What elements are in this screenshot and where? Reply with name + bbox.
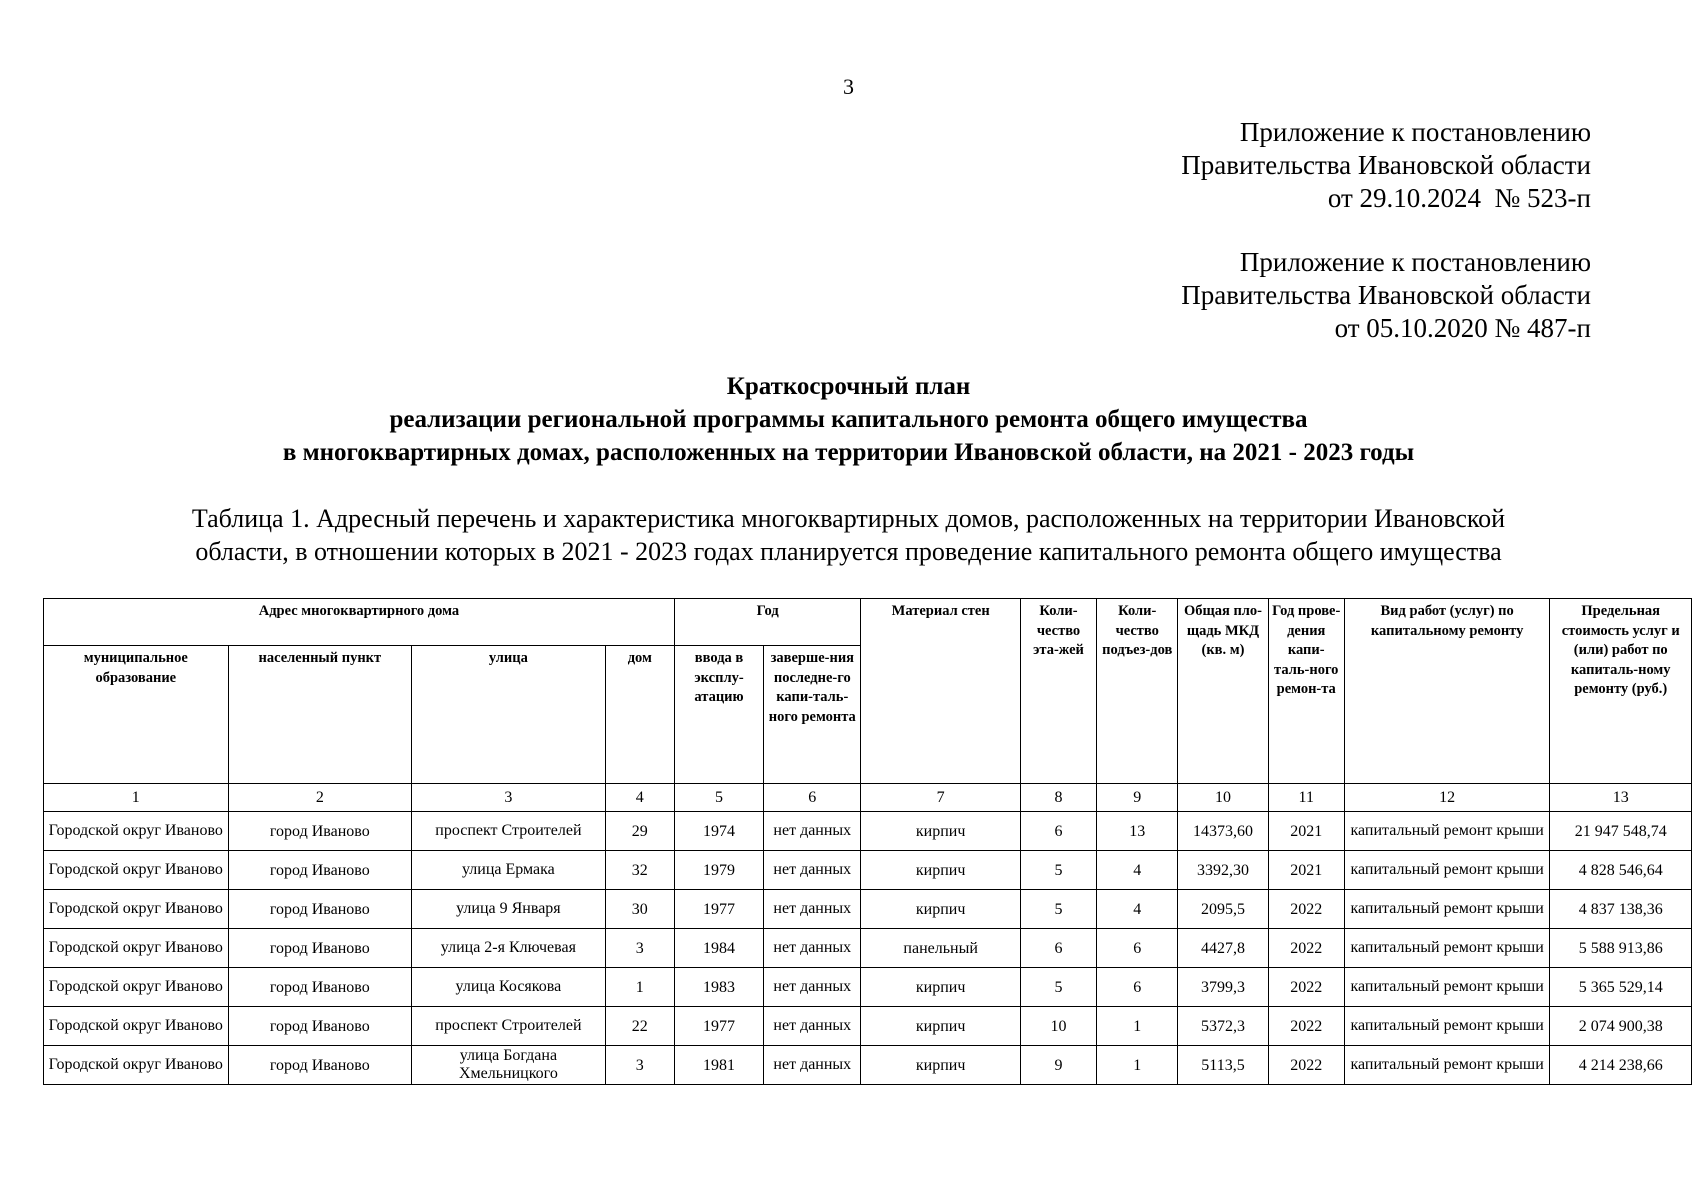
cell-entrances: 6 (1097, 968, 1178, 1007)
cell-cost: 5 365 529,14 (1550, 968, 1692, 1007)
header-entrances: Коли-чество подъез-дов (1097, 599, 1178, 784)
cell-cost: 4 828 546,64 (1550, 851, 1692, 890)
cell-house: 29 (605, 812, 674, 851)
header-wall-material: Материал стен (861, 599, 1020, 784)
cell-repair-year: 2022 (1268, 1007, 1344, 1046)
cell-street: улица 9 Января (412, 890, 606, 929)
column-number: 13 (1550, 784, 1692, 812)
cell-street: проспект Строителей (412, 1007, 606, 1046)
column-number: 9 (1097, 784, 1178, 812)
column-number: 7 (861, 784, 1020, 812)
cell-settlement: город Иваново (228, 1046, 412, 1085)
cell-material: кирпич (861, 1046, 1020, 1085)
appendix-date: от 29.10.2024 № 523-п (1327, 183, 1591, 213)
cell-commissioning: 1979 (674, 851, 763, 890)
cell-house: 32 (605, 851, 674, 890)
header-floors: Коли-чество эта-жей (1020, 599, 1096, 784)
cell-work-type: капитальный ремонт крыши (1344, 812, 1550, 851)
document-title (0, 370, 1697, 469)
cell-settlement: город Иваново (228, 812, 412, 851)
title-line: реализации региональной программы капитального ремонта общего имущества (389, 406, 1308, 433)
table-row (44, 1046, 1692, 1085)
cell-repair-year: 2022 (1268, 968, 1344, 1007)
header-year: Год (674, 599, 861, 646)
cell-cost: 2 074 900,38 (1550, 1007, 1692, 1046)
appendix-line: Правительства Ивановской области (1181, 150, 1591, 180)
header-repair-year: Год прове-дения капи-таль-ного ремон-та (1268, 599, 1344, 784)
cell-house: 22 (605, 1007, 674, 1046)
cell-cost: 4 214 238,66 (1550, 1046, 1692, 1085)
cell-repair-year: 2021 (1268, 851, 1344, 890)
cell-last-repair: нет данных (764, 929, 861, 968)
cell-settlement: город Иваново (228, 1007, 412, 1046)
title-line: в многоквартирных домах, расположенных на территории Ивановской области, на 2021 - 2023 годы (282, 439, 1415, 466)
table-row (44, 851, 1692, 890)
cell-commissioning: 1974 (674, 812, 763, 851)
cell-municipality: Городской округ Иваново (44, 1007, 229, 1046)
column-number: 11 (1268, 784, 1344, 812)
table-row (44, 929, 1692, 968)
cell-house: 3 (605, 929, 674, 968)
cell-repair-year: 2022 (1268, 890, 1344, 929)
cell-last-repair: нет данных (764, 968, 861, 1007)
cell-floors: 5 (1020, 968, 1096, 1007)
caption-line: Таблица 1. Адресный перечень и характеристика многоквартирных домов, расположенных на территории Ивановской (191, 504, 1506, 533)
appendix-note-original (1181, 246, 1591, 345)
appendix-line: Приложение к постановлению (1239, 247, 1591, 277)
header-work-type: Вид работ (услуг) по капитальному ремонту (1344, 599, 1550, 784)
title-line: Краткосрочный план (726, 373, 971, 400)
column-number: 10 (1178, 784, 1268, 812)
header-settlement: населенный пункт (228, 646, 412, 784)
cell-work-type: капитальный ремонт крыши (1344, 851, 1550, 890)
cell-entrances: 1 (1097, 1007, 1178, 1046)
cell-work-type: капитальный ремонт крыши (1344, 890, 1550, 929)
cell-area: 2095,5 (1178, 890, 1268, 929)
cell-work-type: капитальный ремонт крыши (1344, 1046, 1550, 1085)
column-number: 1 (44, 784, 229, 812)
cell-work-type: капитальный ремонт крыши (1344, 1007, 1550, 1046)
cell-cost: 5 588 913,86 (1550, 929, 1692, 968)
cell-material: кирпич (861, 1007, 1020, 1046)
appendix-date: от 05.10.2020 № 487-п (1334, 313, 1591, 343)
column-number: 8 (1020, 784, 1096, 812)
header-commissioning: ввода в эксплу-атацию (674, 646, 763, 784)
cell-house: 3 (605, 1046, 674, 1085)
header-house: дом (605, 646, 674, 784)
cell-settlement: город Иваново (228, 890, 412, 929)
cell-entrances: 4 (1097, 890, 1178, 929)
cell-municipality: Городской округ Иваново (44, 968, 229, 1007)
table-row (44, 1007, 1692, 1046)
cell-repair-year: 2021 (1268, 812, 1344, 851)
header-area: Общая пло-щадь МКД (кв. м) (1178, 599, 1268, 784)
cell-municipality: Городской округ Иваново (44, 890, 229, 929)
cell-municipality: Городской округ Иваново (44, 851, 229, 890)
cell-area: 5372,3 (1178, 1007, 1268, 1046)
cell-commissioning: 1981 (674, 1046, 763, 1085)
cell-material: кирпич (861, 968, 1020, 1007)
table-row (44, 812, 1692, 851)
cell-area: 4427,8 (1178, 929, 1268, 968)
housing-table (43, 598, 1692, 1085)
cell-floors: 5 (1020, 890, 1096, 929)
column-number: 4 (605, 784, 674, 812)
cell-area: 3392,30 (1178, 851, 1268, 890)
column-number: 5 (674, 784, 763, 812)
cell-repair-year: 2022 (1268, 1046, 1344, 1085)
appendix-line: Приложение к постановлению (1239, 117, 1591, 147)
cell-last-repair: нет данных (764, 812, 861, 851)
cell-commissioning: 1977 (674, 890, 763, 929)
cell-cost: 4 837 138,36 (1550, 890, 1692, 929)
cell-street: улица Ермака (412, 851, 606, 890)
table-row (44, 968, 1692, 1007)
cell-work-type: капитальный ремонт крыши (1344, 929, 1550, 968)
header-street: улица (412, 646, 606, 784)
cell-area: 3799,3 (1178, 968, 1268, 1007)
cell-floors: 6 (1020, 812, 1096, 851)
cell-commissioning: 1977 (674, 1007, 763, 1046)
cell-repair-year: 2022 (1268, 929, 1344, 968)
column-number: 6 (764, 784, 861, 812)
cell-street: улица Богдана Хмельницкого (412, 1046, 606, 1085)
cell-entrances: 4 (1097, 851, 1178, 890)
cell-floors: 5 (1020, 851, 1096, 890)
cell-settlement: город Иваново (228, 851, 412, 890)
cell-street: улица 2-я Ключевая (412, 929, 606, 968)
cell-material: панельный (861, 929, 1020, 968)
header-address: Адрес многоквартирного дома (44, 599, 675, 646)
cell-house: 1 (605, 968, 674, 1007)
cell-last-repair: нет данных (764, 890, 861, 929)
cell-last-repair: нет данных (764, 851, 861, 890)
appendix-note-current (1181, 116, 1591, 215)
cell-material: кирпич (861, 890, 1020, 929)
cell-commissioning: 1984 (674, 929, 763, 968)
cell-municipality: Городской округ Иваново (44, 1046, 229, 1085)
table-caption (40, 502, 1657, 568)
header-municipality: муниципальное образование (44, 646, 229, 784)
cell-cost: 21 947 548,74 (1550, 812, 1692, 851)
cell-area: 14373,60 (1178, 812, 1268, 851)
cell-entrances: 1 (1097, 1046, 1178, 1085)
cell-commissioning: 1983 (674, 968, 763, 1007)
table-row (44, 890, 1692, 929)
cell-last-repair: нет данных (764, 1046, 861, 1085)
header-last-repair: заверше-ния последне-го капи-таль-ного ремонта (764, 646, 861, 784)
cell-work-type: капитальный ремонт крыши (1344, 968, 1550, 1007)
cell-municipality: Городской округ Иваново (44, 929, 229, 968)
column-numbers-row (44, 784, 1692, 812)
cell-settlement: город Иваново (228, 968, 412, 1007)
cell-floors: 6 (1020, 929, 1096, 968)
cell-floors: 10 (1020, 1007, 1096, 1046)
cell-material: кирпич (861, 851, 1020, 890)
cell-last-repair: нет данных (764, 1007, 861, 1046)
column-number: 12 (1344, 784, 1550, 812)
table-body (44, 812, 1692, 1085)
column-number: 2 (228, 784, 412, 812)
cell-street: проспект Строителей (412, 812, 606, 851)
cell-street: улица Косякова (412, 968, 606, 1007)
cell-municipality: Городской округ Иваново (44, 812, 229, 851)
cell-material: кирпич (861, 812, 1020, 851)
cell-area: 5113,5 (1178, 1046, 1268, 1085)
page-number: 3 (843, 74, 854, 99)
header-max-cost: Предельная стоимость услуг и (или) работ по капиталь-ному ремонту (руб.) (1550, 599, 1692, 784)
column-number: 3 (412, 784, 606, 812)
caption-line: области, в отношении которых в 2021 - 2023 годах планируется проведение капитального ремонта общего имущества (195, 537, 1502, 566)
cell-entrances: 13 (1097, 812, 1178, 851)
cell-settlement: город Иваново (228, 929, 412, 968)
cell-house: 30 (605, 890, 674, 929)
appendix-line: Правительства Ивановской области (1181, 280, 1591, 310)
cell-entrances: 6 (1097, 929, 1178, 968)
cell-floors: 9 (1020, 1046, 1096, 1085)
